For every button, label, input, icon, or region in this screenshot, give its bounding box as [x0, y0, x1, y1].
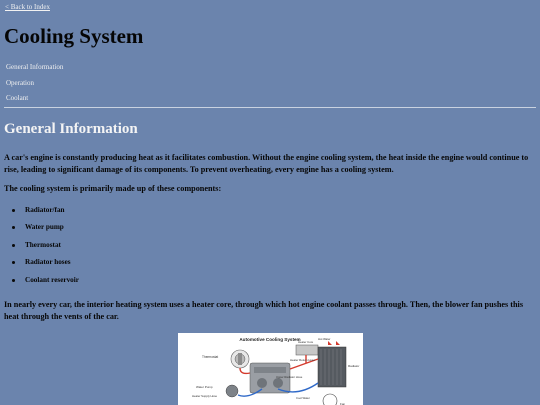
label-heater-core: Heater Core	[298, 340, 314, 344]
components-list	[10, 206, 79, 293]
heater-core	[296, 345, 318, 355]
engine-pulley	[273, 378, 283, 388]
section-divider	[4, 107, 536, 108]
heater-paragraph: In nearly every car, the interior heating system uses a heater core, through which hot engine coolant passes through. Then, the blower fan pushes this heat through the vents of the car.	[4, 300, 524, 321]
thermostat-stem	[238, 353, 242, 365]
fan-icon	[323, 394, 337, 405]
back-to-index-link[interactable]: < Back to Index	[5, 3, 50, 11]
label-fan: Fan	[340, 402, 346, 405]
toc-link-operation[interactable]: Operation	[6, 78, 34, 87]
list-item: Coolant reservoir	[10, 276, 79, 293]
table-of-contents	[6, 63, 63, 110]
label-hot-water: Hot Water	[318, 337, 331, 341]
label-heater-return-hose: Heater Return Hose	[290, 358, 315, 362]
list-item: Thermostat	[10, 241, 79, 258]
hot-arrow-icon	[328, 341, 340, 345]
list-item: Radiator/fan	[10, 206, 79, 223]
list-item: Radiator hoses	[10, 258, 79, 275]
components-intro-paragraph: The cooling system is primarily made up of these components:	[4, 184, 222, 193]
toc-link-coolant[interactable]: Coolant	[6, 94, 29, 102]
cooling-system-diagram	[178, 333, 363, 405]
cooling-system-illustration	[178, 333, 363, 405]
page-title: Cooling System	[4, 24, 144, 48]
label-heater-supply-hose: Heater Supply Hose	[192, 394, 218, 398]
water-pump	[226, 385, 238, 397]
label-radiator: Radiator	[348, 364, 360, 368]
diagram-title: Automotive Cooling System	[239, 337, 301, 342]
label-cool-water: Cool Water	[296, 396, 310, 400]
label-upper-radiator-hose: Upper Radiator Hose	[276, 375, 303, 379]
engine-pulley	[257, 378, 267, 388]
list-item: Water pump	[10, 223, 79, 240]
toc-link-general-information[interactable]: General Information	[6, 63, 64, 71]
intro-paragraph: A car's engine is constantly producing heat as it facilitates combustion. Without the engine cooling system, the heat inside the engine would continue to rise, leading to significant damage of its components. To prevent overheating, every engine has a cooling system.	[4, 153, 529, 174]
engine-head	[254, 367, 286, 373]
radiator	[318, 347, 346, 387]
label-water-pump: Water Pump	[196, 385, 213, 389]
section-heading: General Information	[4, 121, 138, 137]
label-thermostat: Thermostat	[202, 355, 219, 359]
